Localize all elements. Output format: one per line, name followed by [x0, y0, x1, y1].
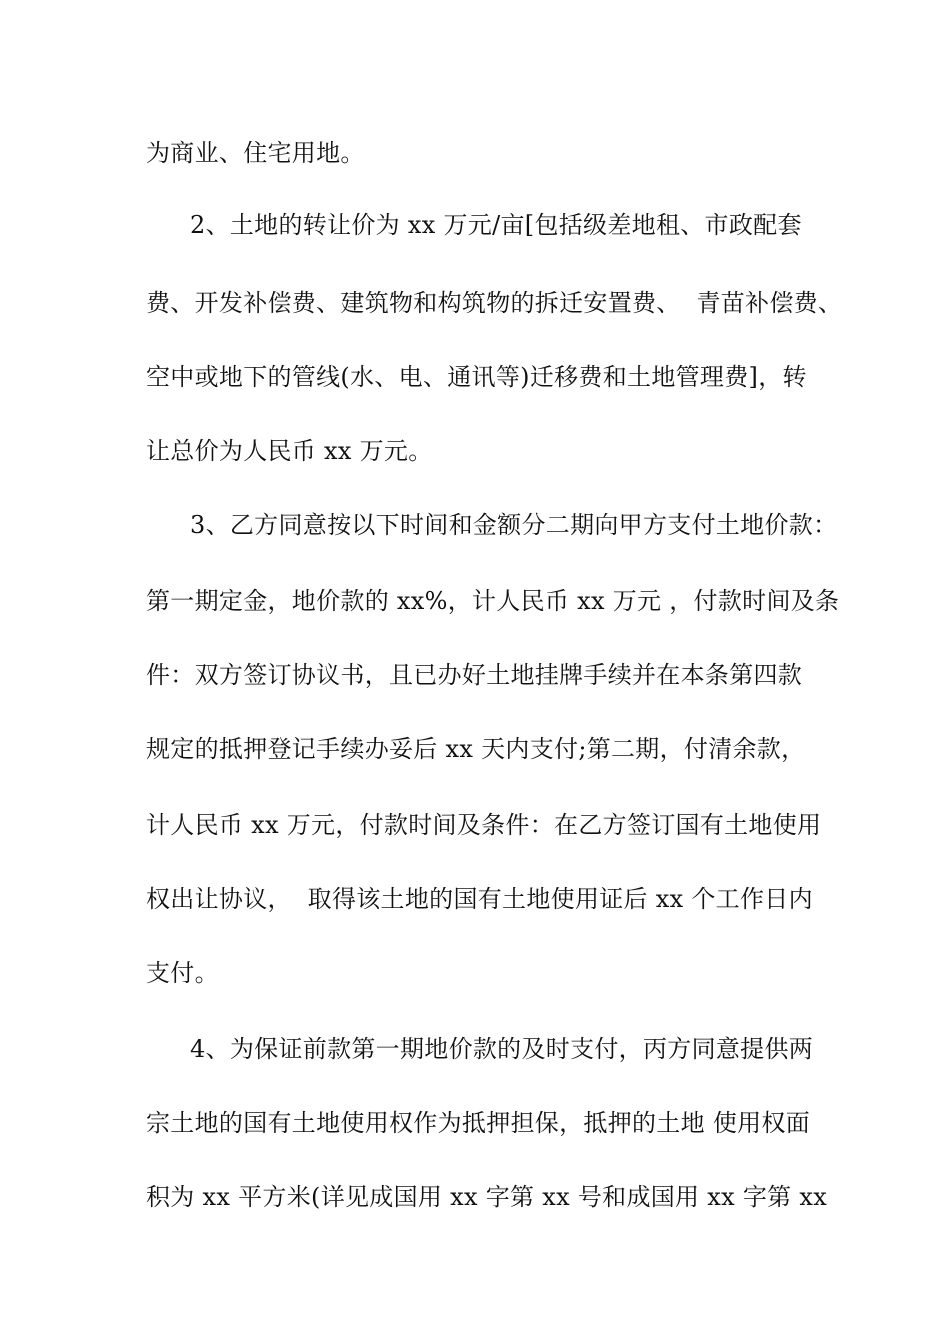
text-line-2: 2、土地的转让价为 xx 万元/亩[包括级差地租、市政配套 [190, 211, 802, 239]
text-line-6: 3、乙方同意按以下时间和金额分二期向甲方支付土地价款： [190, 511, 838, 539]
text-line-13: 4、为保证前款第一期地价款的及时支付，丙方同意提供两 [190, 1035, 814, 1063]
text-line-4: 空中或地下的管线(水、电、通讯等)迁移费和土地管理费]，转 [146, 363, 807, 391]
text-line-5: 让总价为人民币 xx 万元。 [146, 437, 433, 465]
text-line-3: 费、开发补偿费、建筑物和构筑物的拆迁安置费、 青苗补偿费、 [146, 289, 843, 317]
text-line-8: 件：双方签订协议书，且已办好土地挂牌手续并在本条第四款 [146, 661, 803, 689]
text-line-10: 计人民币 xx 万元，付款时间及条件：在乙方签订国有土地使用 [146, 811, 822, 839]
text-line-9: 规定的抵押登记手续办妥后 xx 天内支付;第二期，付清余款， [146, 735, 806, 763]
text-line-11: 权出让协议， 取得该土地的国有土地使用证后 xx 个工作日内 [146, 885, 813, 913]
text-line-12: 支付。 [146, 959, 219, 987]
text-line-14: 宗土地的国有土地使用权作为抵押担保，抵押的土地 使用权面 [146, 1109, 811, 1137]
text-line-15: 积为 xx 平方米(详见成国用 xx 字第 xx 号和成国用 xx 字第 xx [146, 1183, 828, 1211]
text-line-1: 为商业、住宅用地。 [146, 139, 365, 167]
text-line-7: 第一期定金，地价款的 xx%，计人民币 xx 万元 ，付款时间及条 [146, 587, 840, 615]
